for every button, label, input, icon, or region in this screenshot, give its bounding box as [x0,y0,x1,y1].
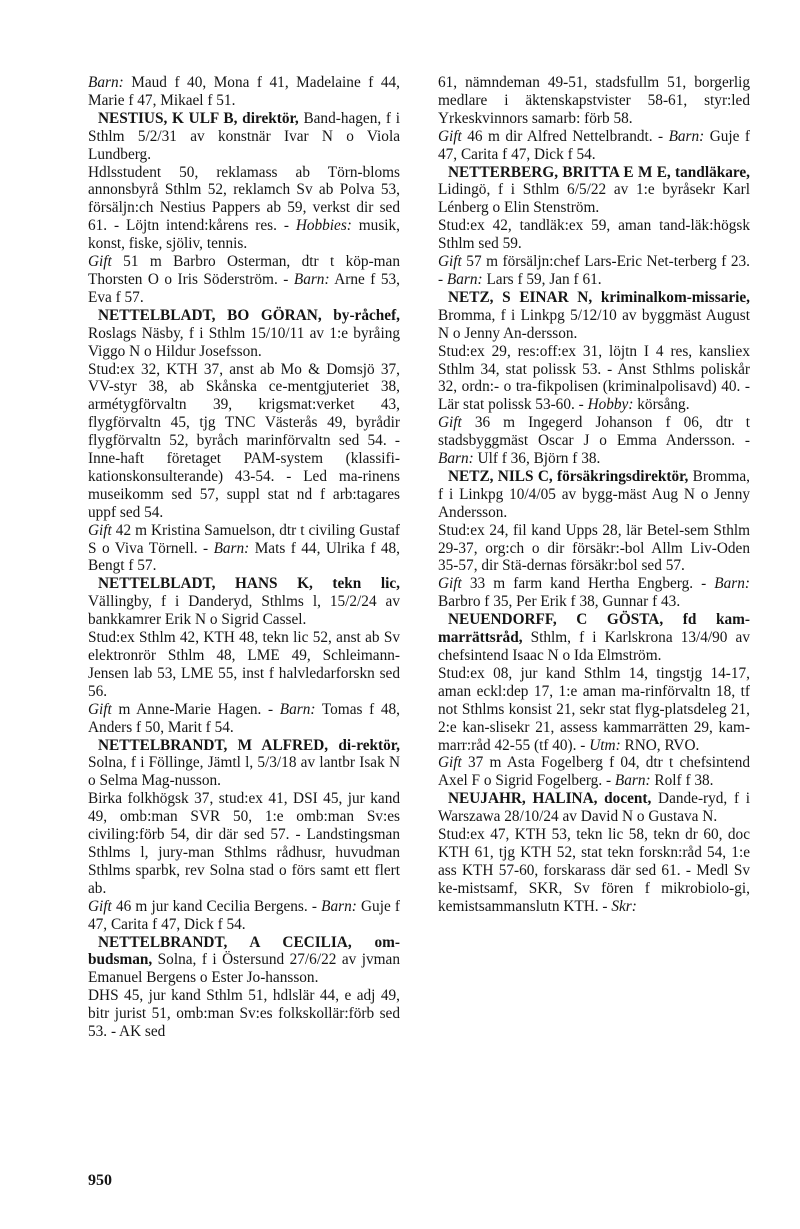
entry-text: 36 m Ingegerd Johanson f 06, dtr t stadsbyggmäst Oscar J o Emma Andersson. - [438,414,750,450]
entry-heading-paragraph [88,110,400,164]
entry-name-title: NETZ, S EINAR N, kriminalkom-missarie, [448,288,750,306]
entry-heading-paragraph [88,575,400,629]
entry-text: RNO, RVO. [620,736,700,754]
entry-name-title: NEUJAHR, HALINA, docent, [448,790,652,808]
entry-heading-paragraph [438,611,750,665]
entry-text: 57 m försäljn:chef Lars-Eric Net-terberg f 23. - [438,253,750,288]
entry-text: Tomas f 48, Anders f 50, Marit f 54. [88,700,400,736]
entry-paragraph [88,701,400,737]
entry-italic-label: Gift [88,253,112,271]
directory-entry [88,934,400,1041]
entry-text: 51 m Barbro Osterman, dtr t köp-man Thorsten O o Iris Söderström. - [88,253,400,288]
entry-text: Lidingö, f i Sthlm 6/5/22 av 1:e byråsekr Karl Lénberg o Elin Stenström. [438,181,750,217]
directory-entry [438,289,750,468]
directory-entry [438,611,750,790]
entry-paragraph [88,790,400,897]
entry-heading-paragraph [438,790,750,826]
entry-text: körsång. [633,396,690,414]
entry-name-title: NETZ, NILS C, försäkringsdirektör, [448,467,689,485]
entry-heading-paragraph [88,307,400,361]
entry-italic-label: Barn: [293,270,330,288]
entry-text: 37 m Asta Fogelberg f 04, dtr t chefsintend Axel F o Sigrid Fogelberg. - [438,754,750,790]
directory-entry [88,110,400,307]
entry-italic-label: Skr: [611,897,637,915]
entry-paragraph [438,128,750,164]
directory-entry [88,307,400,576]
entry-text: Stud:ex Sthlm 42, KTH 48, tekn lic 52, anst ab Sv elektronrör Sthlm 48, LME 49, Schleimann-Jensen lab 53, LME 55, inst f halvledarforskn sed 56. [88,629,400,700]
entry-name-title: NESTIUS, K ULF B, direktör, [98,109,299,127]
entry-italic-label: Utm: [589,736,621,754]
entry-paragraph [438,414,750,468]
entry-text: m Anne-Marie Hagen. - [111,700,280,718]
entry-paragraph [438,826,750,916]
entry-italic-label: Barn: [279,700,316,718]
entry-heading-paragraph [438,468,750,522]
entry-paragraph [88,253,400,307]
entry-italic-label: Barn: [668,127,705,145]
entry-text: Stud:ex 32, KTH 37, anst ab Mo & Domsjö 37, VV-styr 38, ab Skånska ce-mentgjuteriet 38, armétygförvaltn 39, krigsmat:verket 43, flygförvaltn 45, tjg TNC Västerås 49, byrådir flygförvaltn 52, byråch marinförvaltn sed 54. - Inne-haft företaget PAM-system (klassifi-kationskonsulterande) 43-54. - Led ma-rinens museikomm sed 57, suppl stat nd f arb:tagares uppf sed 54. [88,360,400,521]
page-number: 950 [88,1172,112,1189]
entry-name-title: NETTERBERG, BRITTA E M E, tandläkare, [448,163,750,181]
entry-text: Stud:ex 42, tandläk:ex 59, aman tand-läk:högsk Sthlm sed 59. [438,217,750,253]
entry-italic-label: Barn: [88,74,124,91]
entry-text: Solna, f i Östersund 27/6/22 av jvman Emanuel Bergens o Ester Jo-hansson. [88,951,400,987]
entry-text: Lars f 59, Jan f 61. [482,270,602,288]
entry-text: 46 m dir Alfred Nettelbrandt. - [461,127,669,145]
entry-italic-label: Barn: [213,539,250,557]
entry-text: Guje f 47, Carita f 47, Dick f 54. [438,127,750,163]
entry-italic-label: Hobby: [587,396,634,414]
entry-italic-label: Gift [438,754,462,772]
entry-paragraph [438,217,750,253]
entry-name-title: NETTELBRANDT, A CECILIA, om-budsman, [88,933,400,969]
entry-text: Guje f 47, Carita f 47, Dick f 54. [88,897,401,933]
entry-paragraph [438,343,750,415]
entry-text: 33 m farm kand Hertha Engberg. - [461,575,715,593]
directory-entry [88,74,400,110]
directory-entry [438,468,750,611]
entry-text: 42 m Kristina Samuelson, dtr t civiling Gustaf S o Viva Törnell. - [88,521,400,557]
entry-name-title: NETTELBLADT, HANS K, tekn lic, [98,575,400,593]
entry-name-title: NEUENDORFF, C GÖSTA, fd kam-marrättsråd, [438,611,750,647]
entry-text: Stud:ex 08, jur kand Sthlm 14, tingstjg 14-17, aman eckl:dep 17, 1:e aman ma-rinförvaltn 18, tf not Sthlms konsist 21, sekr stat flyg-platsdeleg 21, 2:e kan-slisekr 21, assess kammarrätten 29, kam-marr:råd 42-55 (tf 40). - [438,664,750,754]
entry-text: 61, nämndeman 49-51, stadsfullm 51, borgerlig medlare i äktenskapstvister 58-61, styr:led Yrkeskvinnors samarb: förb 58. [438,74,750,127]
entry-text: Dande-ryd, f i Warszawa 28/10/24 av David N o Gustava N. [438,790,750,826]
entry-text: Roslags Näsby, f i Sthlm 15/10/11 av 1:e byråing Viggo N o Hildur Josefsson. [88,324,400,360]
entry-paragraph [88,522,400,576]
entry-paragraph [438,522,750,576]
entry-paragraph [88,629,400,701]
entry-text: Ulf f 36, Björn f 38. [473,450,601,468]
entry-text: Bromma, f i Linkpg 10/4/05 av bygg-mäst Aug N o Jenny Andersson. [438,467,751,521]
entry-paragraph [88,164,400,254]
right-column [438,74,750,916]
entry-text: Stud:ex 47, KTH 53, tekn lic 58, tekn dr 60, doc KTH 61, tjg KTH 52, stat tekn forskn:råd 54, 1:e ass KTH 57-60, forskarass där sed 61. - Medl Sv ke-mistsamf, SKR, Sv fören f mikrobiolo-gi, kemistsammanslutn KTH. - [438,826,750,915]
entry-paragraph [88,987,400,1041]
entry-text: Barbro f 35, Per Erik f 38, Gunnar f 43. [438,593,681,611]
entry-text: Mats f 44, Ulrika f 48, Bengt f 57. [88,539,400,575]
directory-entry [438,164,750,289]
entry-paragraph [88,898,400,934]
entry-name-title: NETTELBRANDT, M ALFRED, di-rektör, [98,736,400,754]
entry-paragraph [438,74,750,128]
entry-text: Stud:ex 24, fil kand Upps 28, lär Betel-sem Sthlm 29-37, org:ch o dir försäkr:-bol Allm Liv-Oden 35-57, dir Stä-dernas försäkr:bol sed 57. [438,521,750,575]
entry-italic-label: Barn: [438,450,474,468]
entry-italic-label: Gift [438,414,462,432]
entry-text: musik, konst, fiske, sjöliv, tennis. [88,217,401,253]
entry-italic-label: Hobbies: [295,217,352,235]
entry-paragraph [438,665,750,755]
entry-text: Vällingby, f i Danderyd, Sthlms l, 15/2/24 av bankkamrer Erik N o Sigrid Cassel. [88,593,400,629]
entry-italic-label: Gift [88,897,112,915]
directory-entry [438,790,750,915]
entry-text: Hdlsstudent 50, reklamass ab Törn-bloms annonsbyrå Sthlm 52, reklamch Sv ab Polva 53, försäljn:ch Nestius Pappers ab 59, verkst dir sed 61. - Löjtn intend:kårens res. - [88,163,400,235]
entry-text: Solna, f i Föllinge, Jämtl l, 5/3/18 av lantbr Isak N o Selma Mag-nusson. [88,754,400,790]
entry-italic-label: Gift [438,253,462,271]
entry-heading-paragraph [438,164,750,218]
entry-paragraph [438,253,750,289]
entry-text: Bromma, f i Linkpg 5/12/10 av byggmäst August N o Jenny An-dersson. [438,306,750,342]
entry-text: Rolf f 38. [650,772,714,790]
entry-text: 46 m jur kand Cecilia Bergens. - [111,897,322,915]
entry-italic-label: Barn: [446,270,483,288]
entry-heading-paragraph [88,737,400,791]
entry-text: DHS 45, jur kand Sthlm 51, hdlslär 44, e adj 49, bitr jurist 51, omb:man Sv:es folkskollär:förb sed 53. - AK sed [88,987,400,1041]
entry-italic-label: Barn: [614,772,651,790]
entry-paragraph [88,74,400,110]
entry-heading-paragraph [88,934,400,988]
entry-text: Sthlm, f i Karlskrona 13/4/90 av chefsintend Isaac N o Ida Elmström. [438,629,750,664]
entry-heading-paragraph [438,289,750,343]
entry-italic-label: Gift [88,700,112,718]
entry-text: Stud:ex 29, res:off:ex 31, löjtn I 4 res, kansliex Sthlm 34, stat polissk 53. - Anst Sthlms poliskår 32, ordn:- o tra-fikpolisen (kriminalpolisavd) 40. - Lär stat polissk 53-60. - [438,342,750,414]
entry-paragraph [438,754,750,790]
directory-entry [438,74,750,164]
entry-text: Arne f 53, Eva f 57. [88,270,400,306]
entry-italic-label: Barn: [714,575,750,593]
entry-paragraph [438,575,750,611]
entry-italic-label: Barn: [321,897,357,915]
entry-text: Birka folkhögsk 37, stud:ex 41, DSI 45, jur kand 49, omb:man SVR 50, 1:e omb:man Sv:es civiling:förb 54, dir där sed 57. - Landstingsman Sthlms l, jury-man Sthlms rådhusr, huvudman Sthlms sparbk, rev Solna stad o förs samt ett flert ab. [88,790,400,897]
directory-entry [88,575,400,736]
entry-italic-label: Gift [438,575,462,593]
entry-italic-label: Gift [438,127,462,145]
left-column [88,74,400,1041]
entry-name-title: NETTELBLADT, BO GÖRAN, by-råchef, [98,306,400,324]
entry-text: Band-hagen, f i Sthlm 5/2/31 av konstnär Ivar N o Viola Lundberg. [88,109,400,163]
directory-entry [88,737,400,934]
entry-paragraph [88,361,400,522]
entry-text: Maud f 40, Mona f 41, Madelaine f 44, Marie f 47, Mikael f 51. [88,74,400,109]
entry-italic-label: Gift [88,521,112,539]
